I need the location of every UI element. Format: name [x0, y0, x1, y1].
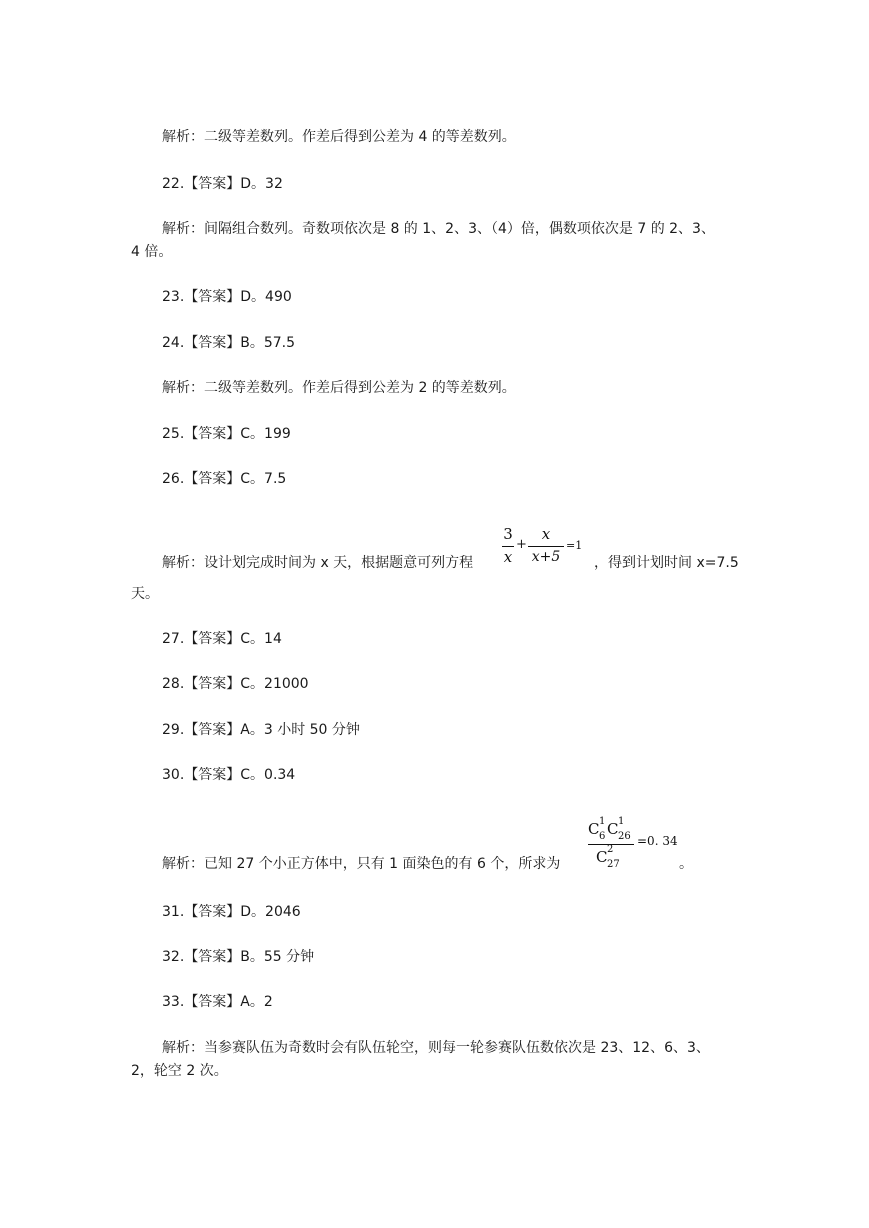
explanation-text-cont: ，得到计划时间 x=7.5	[594, 555, 739, 571]
explanation-text: 解析：设计划完成时间为 x 天，根据题意可列方程	[162, 555, 474, 571]
explanation-text-cont: 天。	[131, 586, 159, 602]
answer-line-23: 23.【答案】D。490	[162, 289, 292, 305]
answer-line-31: 31.【答案】D。2046	[162, 904, 301, 920]
equals-value: =0. 34	[637, 834, 678, 848]
fraction-numerator: 3	[503, 525, 513, 543]
answer-line-25: 25.【答案】C。199	[162, 426, 291, 442]
fraction-denominator: C 27 2	[596, 844, 620, 870]
fraction-numerator: x	[541, 525, 551, 543]
explanation-text: 解析：当参赛队伍为奇数时会有队伍轮空，则每一轮参赛队伍数依次是 23、12、6、3、	[162, 1040, 710, 1056]
answer-line-24: 24.【答案】B。57.5	[162, 335, 296, 351]
answer-line-29: 29.【答案】A。3 小时 50 分钟	[162, 722, 360, 738]
plus-sign: +	[516, 537, 527, 552]
equation-formula	[502, 526, 586, 574]
answer-line-33: 33.【答案】A。2	[162, 994, 273, 1010]
fraction-bar	[502, 546, 514, 547]
fraction-numerator: C 6 1 C 26 1	[588, 816, 631, 842]
fraction-denominator: x	[503, 548, 513, 566]
explanation-text: 解析：二级等差数列。作差后得到公差为 4 的等差数列。	[162, 129, 516, 145]
explanation-text: 解析：已知 27 个小正方体中，只有 1 面染色的有 6 个，所求为	[162, 856, 561, 872]
answer-line-22: 22.【答案】D。32	[162, 176, 283, 192]
explanation-text: 解析：间隔组合数列。奇数项依次是 8 的 1、2、3、（4）倍，偶数项依次是 7 的 2、3、	[162, 221, 715, 237]
answer-line-30: 30.【答案】C。0.34	[162, 767, 296, 783]
explanation-text-cont: 4 倍。	[131, 244, 173, 260]
fraction-bar	[528, 546, 564, 547]
probability-formula	[588, 818, 680, 870]
equals-value: =1	[566, 539, 583, 552]
answer-line-26: 26.【答案】C。7.5	[162, 471, 287, 487]
fraction-denominator: x+5	[531, 549, 561, 565]
answer-line-32: 32.【答案】B。55 分钟	[162, 949, 315, 965]
answer-line-28: 28.【答案】C。21000	[162, 676, 309, 692]
answer-line-27: 27.【答案】C。14	[162, 631, 282, 647]
explanation-text: 解析：二级等差数列。作差后得到公差为 2 的等差数列。	[162, 380, 516, 396]
explanation-text-cont: 。	[679, 856, 693, 872]
explanation-text-cont: 2，轮空 2 次。	[131, 1063, 228, 1079]
